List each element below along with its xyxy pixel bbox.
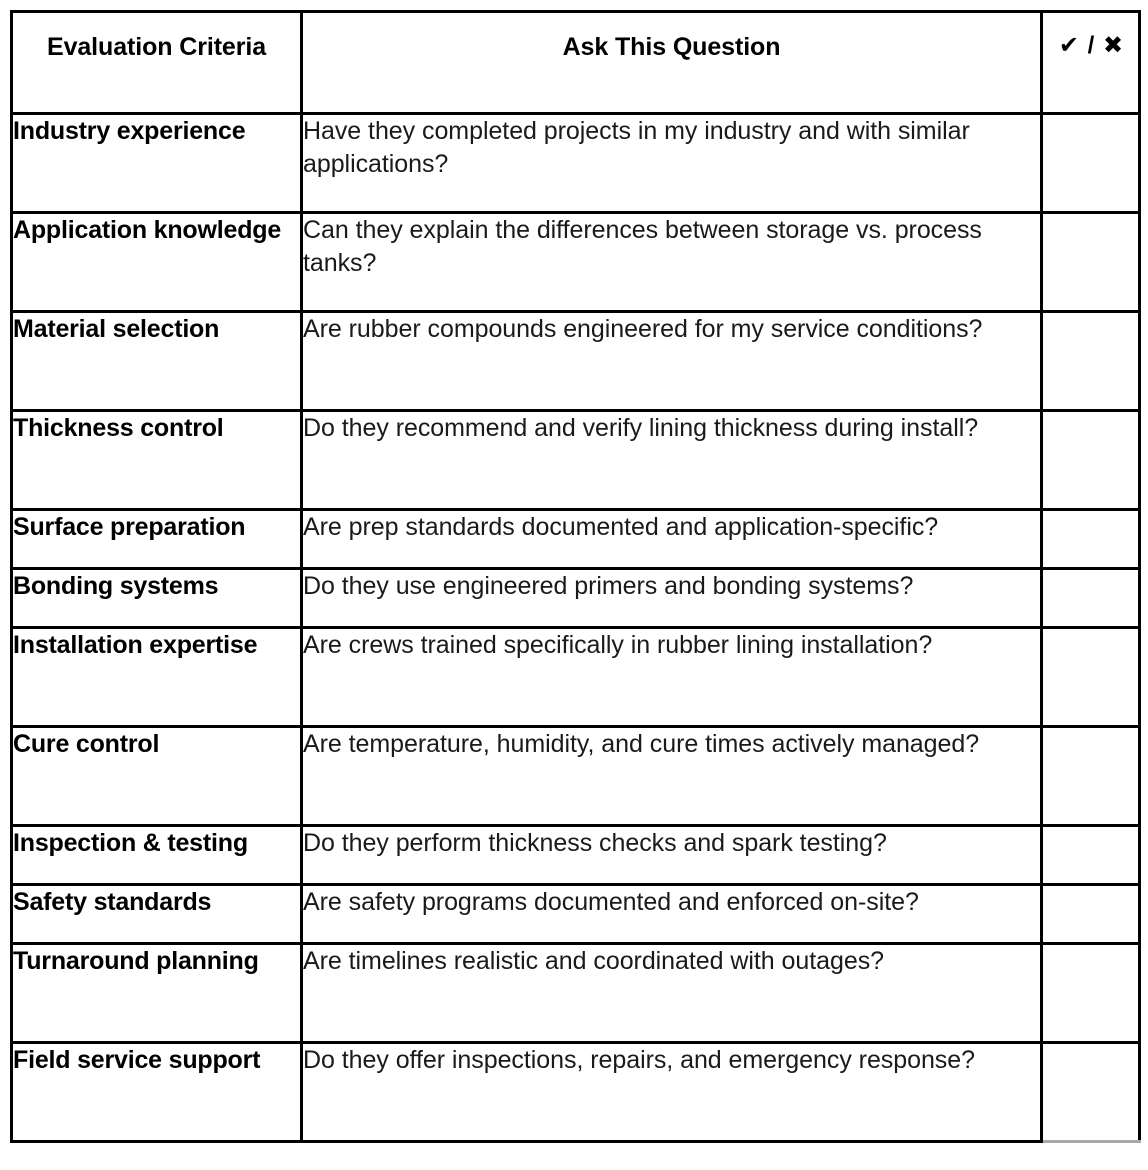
evaluation-criteria-table [10, 10, 1141, 1143]
cell-checkbox[interactable] [1042, 312, 1140, 411]
cell-criteria: Application knowledge [12, 213, 302, 312]
cell-criteria: Turnaround planning [12, 944, 302, 1043]
cell-checkbox[interactable] [1042, 411, 1140, 510]
cell-criteria: Field service support [12, 1043, 302, 1142]
table-body [12, 114, 1140, 1142]
table-row [12, 885, 1140, 944]
cell-checkbox[interactable] [1042, 569, 1140, 628]
cell-criteria: Cure control [12, 727, 302, 826]
check-cross-icon: ✔ / ✖ [1058, 32, 1125, 59]
header-label-question: Ask This Question [562, 33, 781, 61]
cell-question: Are safety programs documented and enforced on-site? [302, 885, 1042, 944]
cell-question: Can they explain the differences between storage vs. process tanks? [302, 213, 1042, 312]
cell-question: Do they recommend and verify lining thickness during install? [302, 411, 1042, 510]
cell-question: Are crews trained specifically in rubber lining installation? [302, 628, 1042, 727]
table-row [12, 826, 1140, 885]
cell-checkbox[interactable] [1042, 628, 1140, 727]
table-row [12, 213, 1140, 312]
table-row [12, 1043, 1140, 1142]
table-header [12, 12, 1140, 114]
cell-checkbox[interactable] [1042, 510, 1140, 569]
cell-question: Do they offer inspections, repairs, and emergency response? [302, 1043, 1042, 1142]
checklist-table-container [10, 10, 1138, 1143]
cell-checkbox[interactable] [1042, 885, 1140, 944]
table-row [12, 411, 1140, 510]
table-row [12, 727, 1140, 826]
cell-checkbox[interactable] [1042, 1043, 1140, 1142]
cell-question: Do they use engineered primers and bonding systems? [302, 569, 1042, 628]
cell-criteria: Inspection & testing [12, 826, 302, 885]
table-row [12, 510, 1140, 569]
table-row [12, 114, 1140, 213]
header-label-criteria: Evaluation Criteria [47, 33, 266, 61]
cell-checkbox[interactable] [1042, 826, 1140, 885]
header-label-mark-group [1043, 13, 1138, 62]
table-row [12, 312, 1140, 411]
cell-question: Have they completed projects in my industry and with similar applications? [302, 114, 1042, 213]
cell-checkbox[interactable] [1042, 727, 1140, 826]
cell-checkbox[interactable] [1042, 944, 1140, 1043]
cell-criteria: Thickness control [12, 411, 302, 510]
cell-criteria: Surface preparation [12, 510, 302, 569]
cell-question: Are temperature, humidity, and cure times actively managed? [302, 727, 1042, 826]
cell-criteria: Material selection [12, 312, 302, 411]
cell-question: Are timelines realistic and coordinated with outages? [302, 944, 1042, 1043]
cell-question: Are prep standards documented and application-specific? [302, 510, 1042, 569]
cell-question: Do they perform thickness checks and spark testing? [302, 826, 1042, 885]
table-row [12, 628, 1140, 727]
header-cell-question [302, 12, 1042, 114]
cell-question: Are rubber compounds engineered for my service conditions? [302, 312, 1042, 411]
cell-criteria: Safety standards [12, 885, 302, 944]
cell-checkbox[interactable] [1042, 213, 1140, 312]
cell-checkbox[interactable] [1042, 114, 1140, 213]
table-row [12, 944, 1140, 1043]
cell-criteria: Installation expertise [12, 628, 302, 727]
table-row [12, 569, 1140, 628]
header-cell-mark [1042, 12, 1140, 114]
cell-criteria: Industry experience [12, 114, 302, 213]
cell-criteria: Bonding systems [12, 569, 302, 628]
header-cell-criteria [12, 12, 302, 114]
table-header-row [12, 12, 1140, 114]
